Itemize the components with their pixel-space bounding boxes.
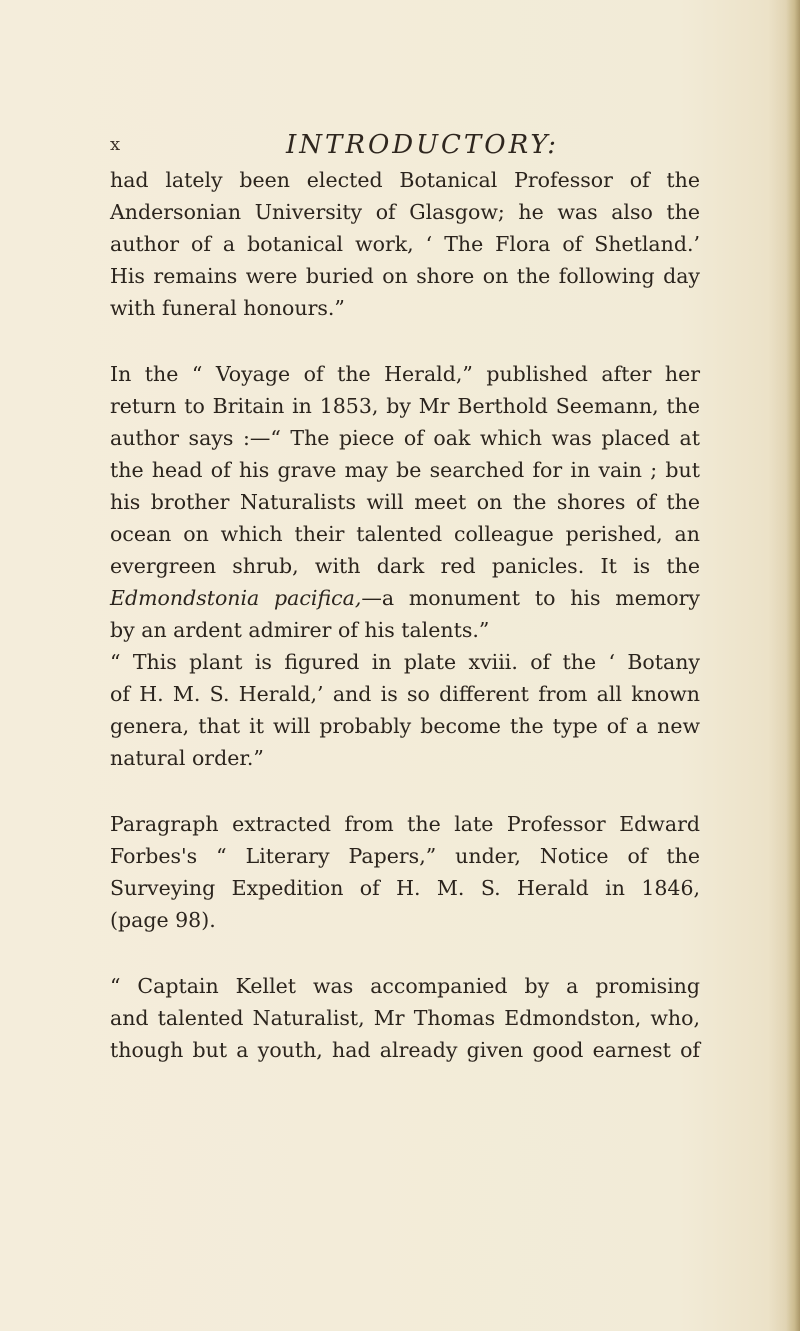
text-line: (page 98). bbox=[110, 908, 216, 932]
text-line: with funeral honours.” bbox=[110, 296, 345, 320]
text-line: author says :—“ The piece of oak which was placed at bbox=[110, 426, 700, 450]
paragraph-gap bbox=[110, 936, 700, 970]
italic-species-name: Edmondstonia pacifica, bbox=[110, 586, 362, 610]
text-line: natural order.” bbox=[110, 746, 264, 770]
text-line: Forbes's “ Literary Papers,” under, Notice of the bbox=[110, 844, 700, 868]
page-edge-shadow bbox=[786, 0, 800, 1331]
italic-line-rest: —a monument to his memory bbox=[361, 586, 700, 610]
text-line-italic bbox=[110, 582, 700, 614]
text-line: Paragraph extracted from the late Professor Edward bbox=[110, 812, 700, 836]
text-line: Surveying Expedition of H. M. S. Herald in 1846, bbox=[110, 876, 700, 900]
paragraph-1 bbox=[110, 164, 700, 324]
text-line: though but a youth, had already given good earnest of bbox=[110, 1038, 700, 1062]
text-line: of H. M. S. Herald,’ and is so different from all known bbox=[110, 682, 700, 706]
text-line: by an ardent admirer of his talents.” bbox=[110, 618, 490, 642]
body-text bbox=[110, 164, 700, 1066]
text-line: His remains were buried on shore on the following day bbox=[110, 264, 700, 288]
text-line: In the “ Voyage of the Herald,” published after her bbox=[110, 362, 700, 386]
text-line: had lately been elected Botanical Professor of the bbox=[110, 168, 700, 192]
text-line: “ Captain Kellet was accompanied by a promising bbox=[110, 974, 700, 998]
text-line: ocean on which their talented colleague perished, an bbox=[110, 522, 700, 546]
page-folio: x bbox=[110, 134, 121, 155]
text-line: return to Britain in 1853, by Mr Berthold Seemann, the bbox=[110, 394, 700, 418]
text-line: the head of his grave may be searched for in vain ; but bbox=[110, 458, 700, 482]
paragraph-gap bbox=[110, 324, 700, 358]
text-line: author of a botanical work, ‘ The Flora of Shetland.’ bbox=[110, 232, 700, 256]
running-head: INTRODUCTORY: bbox=[286, 130, 560, 160]
paragraph-3 bbox=[110, 808, 700, 936]
paragraph-4 bbox=[110, 970, 700, 1066]
paragraph-2 bbox=[110, 358, 700, 774]
text-line: “ This plant is figured in plate xviii. of the ‘ Botany bbox=[110, 650, 700, 674]
text-line: Andersonian University of Glasgow; he was also the bbox=[110, 200, 700, 224]
text-line: his brother Naturalists will meet on the shores of the bbox=[110, 490, 700, 514]
text-line: and talented Naturalist, Mr Thomas Edmondston, who, bbox=[110, 1006, 700, 1030]
paragraph-gap bbox=[110, 774, 700, 808]
text-line: evergreen shrub, with dark red panicles. It is the bbox=[110, 554, 700, 578]
page-header bbox=[110, 132, 710, 162]
text-line: genera, that it will probably become the type of a new bbox=[110, 714, 700, 738]
